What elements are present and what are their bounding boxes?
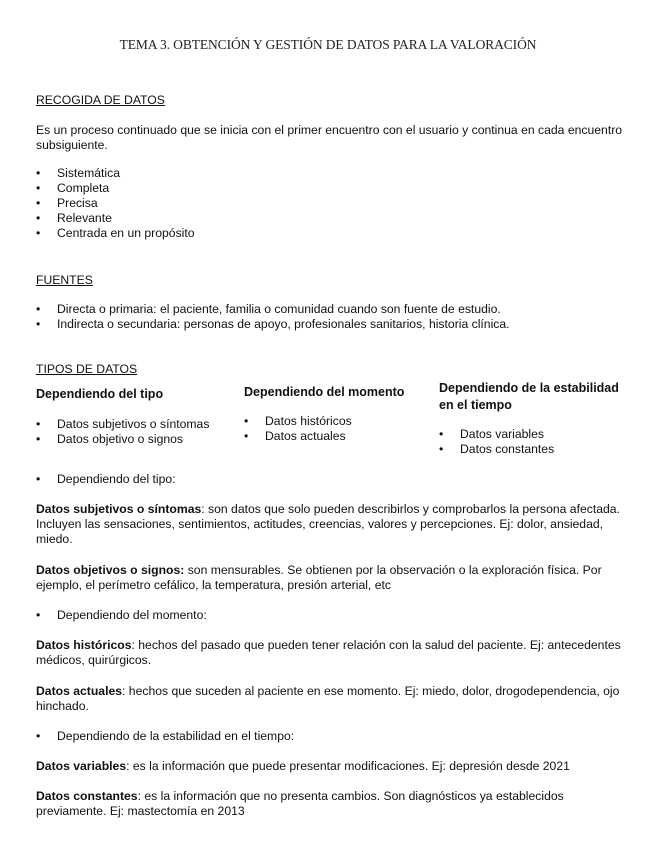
paragraph-actuales [36,684,626,714]
column-list [36,417,236,447]
list-item: • Datos históricos [244,414,429,429]
section-heading-fuentes: FUENTES [36,273,93,287]
column-list [439,427,629,457]
paragraph-objetivos [36,563,626,593]
list-item: • Datos constantes [439,442,629,457]
detalle-tipo-bullet [36,472,626,487]
tipos-column-tipo [36,386,236,447]
list-item: • Datos variables [439,427,629,442]
column-header: Dependiendo de la estabilidad en el tiempo [439,381,619,412]
column-header: Dependiendo del momento [244,385,405,399]
column-header: Dependiendo del tipo [36,387,164,401]
term: Datos objetivos o signos: [36,563,185,577]
fuentes-list [36,302,626,332]
page-title: TEMA 3. OBTENCIÓN Y GESTIÓN DE DATOS PARA LA VALORACIÓN [119,37,537,52]
list-item: • Datos subjetivos o síntomas [36,417,236,432]
definition: : es la información que no presenta cambios. Son diagnósticos ya establecidos previamente. Ej: mastectomía en 2013 [36,789,564,818]
definition: : son datos que solo pueden describirlos y comprobarlos la persona afectada. Incluyen las sensaciones, sentimientos, actitudes, creencias, valores y percepciones. Ej: dolor, ansiedad, miedo. [36,502,620,546]
list-item: • Precisa [36,196,626,211]
list-item: • Dependiendo de la estabilidad en el tiempo: [36,729,626,744]
recogida-intro: Es un proceso continuado que se inicia con el primer encuentro con el usuario y continua en cada encuentro subsiguiente. [36,123,623,152]
list-item: • Sistemática [36,166,626,181]
section-heading-tipos: TIPOS DE DATOS [36,362,138,376]
list-item: • Dependiendo del tipo: [36,472,626,487]
term: Datos variables [36,759,127,773]
list-item: • Indirecta o secundaria: personas de apoyo, profesionales sanitarios, historia clínica. [36,317,626,332]
section-heading-recogida: RECOGIDA DE DATOS [36,93,165,107]
list-item: • Completa [36,181,626,196]
column-list [244,414,429,444]
definition: : hechos del pasado que pueden tener relación con la salud del paciente. Ej: antecedentes médicos, quirúrgicos. [36,638,621,667]
definition: : hechos que suceden al paciente en ese momento. Ej: miedo, dolor, drogodependencia, ojo hinchado. [36,684,620,713]
paragraph-historicos [36,638,626,668]
definition: son mensurables. Se obtienen por la observación o la exploración física. Por ejemplo, el perímetro cefálico, la temperatura, presión arterial, etc [36,563,602,592]
list-item: • Centrada en un propósito [36,226,626,241]
recogida-list [36,166,626,241]
term: Datos subjetivos o síntomas [36,502,202,516]
list-item: • Directa o primaria: el paciente, familia o comunidad cuando son fuente de estudio. [36,302,626,317]
list-item: • Relevante [36,211,626,226]
term: Datos históricos [36,638,132,652]
paragraph-subjetivos [36,502,626,547]
term: Datos constantes [36,789,138,803]
detalle-momento-bullet [36,608,626,623]
tipos-column-estabilidad [439,380,629,457]
term: Datos actuales [36,684,123,698]
tipos-column-momento [244,384,429,444]
list-item: • Datos actuales [244,429,429,444]
paragraph-constantes [36,789,626,819]
list-item: • Datos objetivo o signos [36,432,236,447]
definition: : es la información que puede presentar modificaciones. Ej: depresión desde 2021 [126,759,570,773]
detalle-estabilidad-bullet [36,729,626,744]
paragraph-variables [36,759,626,774]
list-item: • Dependiendo del momento: [36,608,626,623]
